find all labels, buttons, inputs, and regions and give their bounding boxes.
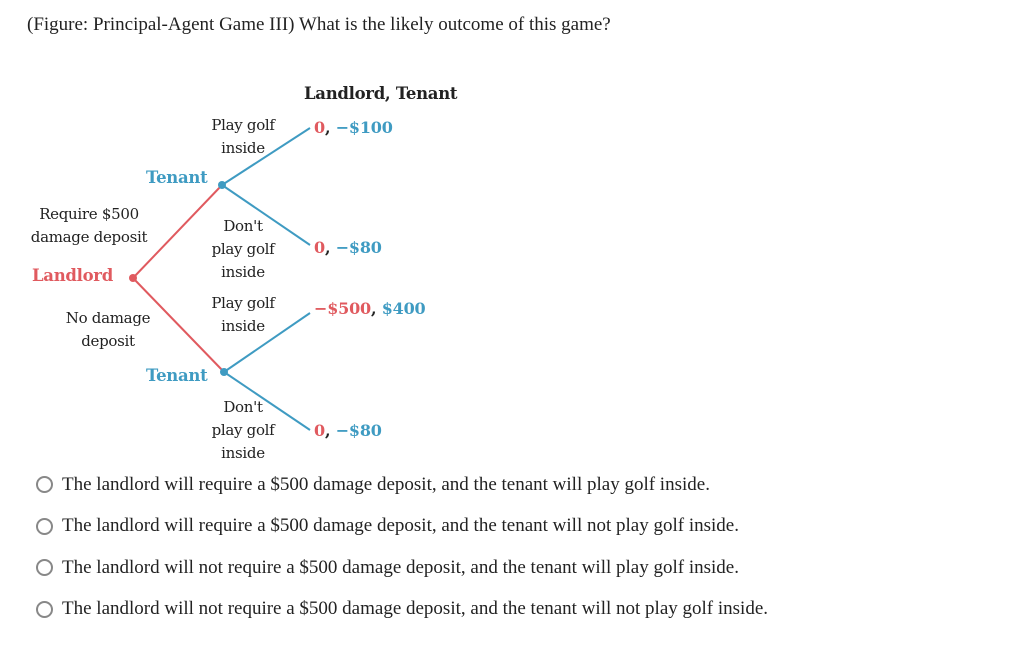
- payoff-lower-dont: 0, −$80: [314, 421, 382, 440]
- question-text: (Figure: Principal-Agent Game III) What is the likely outcome of this game?: [27, 14, 611, 35]
- tenant-node-lower: [220, 368, 228, 376]
- upper-play-label: Play golf inside: [211, 116, 275, 157]
- radio-button-icon[interactable]: [36, 559, 53, 576]
- answer-options: [36, 464, 768, 630]
- payoff-header: Landlord, Tenant: [304, 84, 458, 103]
- lower-dont-label: Don't play golf inside: [211, 398, 275, 462]
- landlord-node: [129, 274, 137, 282]
- payoff-lower-play: −$500, $400: [314, 299, 426, 318]
- landlord-action-require: Require $500 damage deposit: [30, 205, 148, 246]
- payoff-upper-play: 0, −$100: [314, 118, 393, 137]
- answer-option-3[interactable]: [36, 547, 768, 589]
- tenant-label-upper: Tenant: [146, 168, 208, 187]
- landlord-action-no-deposit: No damage deposit: [65, 309, 151, 350]
- answer-option-4[interactable]: [36, 589, 768, 631]
- answer-option-label: The landlord will require a $500 damage deposit, and the tenant will not play golf inside.: [62, 515, 739, 537]
- landlord-label: Landlord: [32, 266, 113, 285]
- answer-option-label: The landlord will require a $500 damage deposit, and the tenant will play golf inside.: [62, 473, 710, 495]
- upper-dont-label: Don't play golf inside: [211, 217, 275, 281]
- radio-button-icon[interactable]: [36, 476, 53, 493]
- payoff-upper-dont: 0, −$80: [314, 238, 382, 257]
- tenant-node-upper: [218, 181, 226, 189]
- answer-option-label: The landlord will not require a $500 damage deposit, and the tenant will not play golf inside.: [62, 598, 768, 620]
- radio-button-icon[interactable]: [36, 518, 53, 535]
- answer-option-1[interactable]: [36, 464, 768, 506]
- lower-play-label: Play golf inside: [211, 294, 275, 335]
- answer-option-2[interactable]: [36, 506, 768, 548]
- radio-button-icon[interactable]: [36, 601, 53, 618]
- tenant-label-lower: Tenant: [146, 366, 208, 385]
- answer-option-label: The landlord will not require a $500 damage deposit, and the tenant will play golf inside.: [62, 556, 739, 578]
